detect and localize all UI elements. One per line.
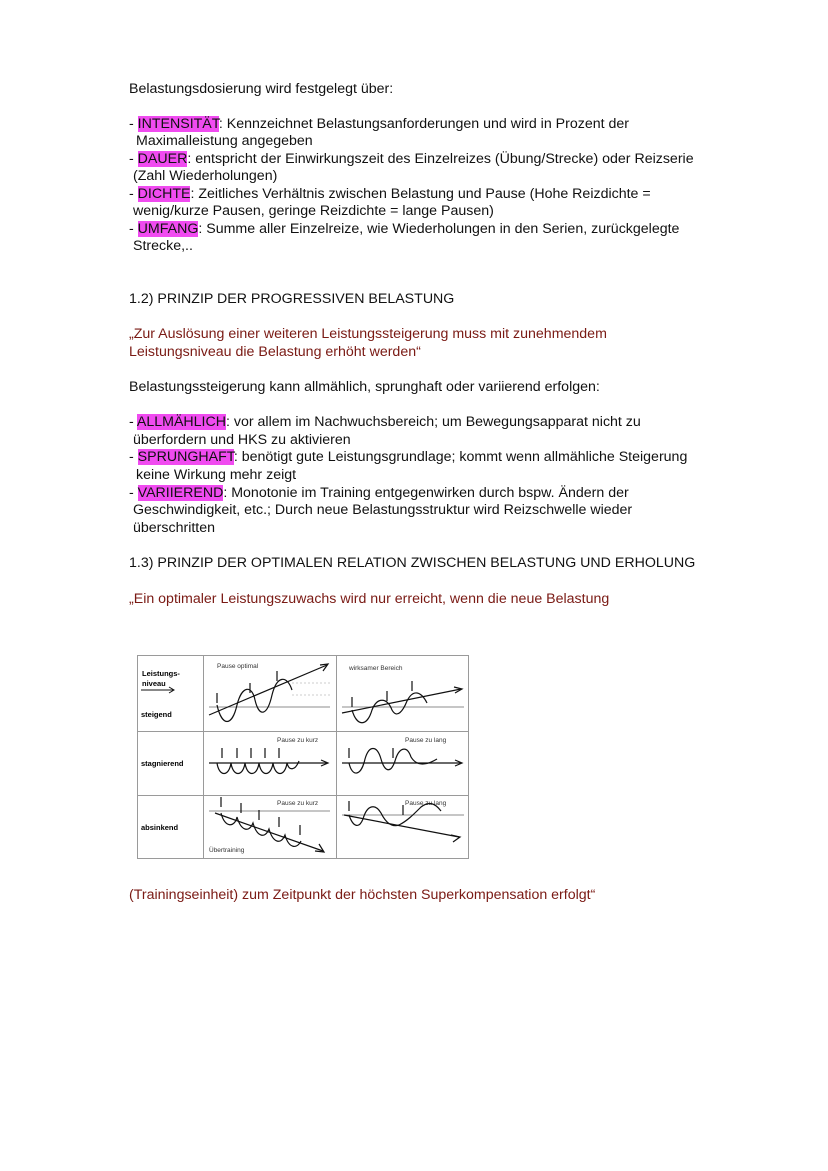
list-item-cont: keine Wirkung mehr zeigt xyxy=(136,467,297,483)
section-heading-1-3: 1.3) PRINZIP DER OPTIMALEN RELATION ZWISCHEN BELASTUNG UND ERHOLUNG xyxy=(129,555,696,571)
list-item-cont: (Zahl Wiederholungen) xyxy=(133,168,278,184)
list-item-cont: Strecke,.. xyxy=(133,238,193,254)
row-label-steigend: steigend xyxy=(141,710,172,719)
lead-text: Belastungssteigerung kann allmählich, sprunghaft oder variierend erfolgen: xyxy=(129,379,600,395)
highlight-term: DICHTE xyxy=(137,186,191,202)
cell-label: Pause zu lang xyxy=(405,737,447,744)
cell-label: Pause optimal xyxy=(217,663,259,670)
list-item-sprunghaft: - SPRUNGHAFT: benötigt gute Leistungsgrundlage; kommt wenn allmähliche Steigerung xyxy=(129,449,688,465)
highlight-term: INTENSITÄT xyxy=(137,116,219,132)
section-heading-1-2: 1.2) PRINZIP DER PROGRESSIVEN BELASTUNG xyxy=(129,291,455,307)
list-item-cont: Maximalleistung angegeben xyxy=(136,133,313,149)
list-item-dichte: - DICHTE: Zeitliches Verhältnis zwischen Belastung und Pause (Hohe Reizdichte = xyxy=(129,186,651,202)
axis-label: Leistungs- xyxy=(142,669,180,678)
list-item-cont: überfordern und HKS zu aktivieren xyxy=(133,432,351,448)
list-item-cont: Geschwindigkeit, etc.; Durch neue Belastungsstruktur wird Reizschwelle wieder xyxy=(133,502,633,518)
cell-label: Pause zu kurz xyxy=(277,800,319,807)
list-item-dauer: - DAUER: entspricht der Einwirkungszeit des Einzelreizes (Übung/Strecke) oder Reizserie xyxy=(129,151,694,167)
arrow-head xyxy=(315,844,324,852)
row-label-absinkend: absinkend xyxy=(141,823,179,832)
list-item-allmaehlich: - ALLMÄHLICH: vor allem im Nachwuchsbereich; um Bewegungsapparat nicht zu xyxy=(129,414,641,430)
highlight-term: UMFANG xyxy=(137,221,199,237)
cell-label: Übertraining xyxy=(209,847,245,854)
list-item-intensitaet: - INTENSITÄT: Kennzeichnet Belastungsanforderungen und wird in Prozent der xyxy=(129,116,630,132)
wave xyxy=(352,693,427,723)
quote-line: „Ein optimaler Leistungszuwachs wird nur erreicht, wenn die neue Belastung xyxy=(129,591,610,607)
intro-text: Belastungsdosierung wird festgelegt über: xyxy=(129,81,394,97)
trend-arrow xyxy=(344,815,459,837)
highlight-term: DAUER xyxy=(137,151,188,167)
cell-label: Pause zu lang xyxy=(405,800,447,807)
list-item-umfang: - UMFANG: Summe aller Einzelreize, wie Wiederholungen in den Serien, zurückgelegte xyxy=(129,221,680,237)
supercompensation-figure xyxy=(137,655,469,859)
highlight-term: ALLMÄHLICH xyxy=(136,414,226,430)
list-item-cont: wenig/kurze Pausen, geringe Reizdichte = lange Pausen) xyxy=(133,203,494,219)
axis-label: niveau xyxy=(142,679,166,688)
highlight-term: VARIIEREND xyxy=(137,485,224,501)
trend-arrow xyxy=(215,813,323,851)
figure-border xyxy=(138,656,469,859)
list-item-cont: überschritten xyxy=(133,520,216,536)
quote-line: „Zur Auslösung einer weiteren Leistungssteigerung muss mit zunehmendem xyxy=(129,326,607,342)
cell-label: wirksamer Bereich xyxy=(349,665,403,672)
quote-line: (Trainingseinheit) zum Zeitpunkt der höchsten Superkompensation erfolgt“ xyxy=(129,887,596,903)
row-label-stagnierend: stagnierend xyxy=(141,759,184,768)
cell-label: Pause zu kurz xyxy=(277,737,319,744)
highlight-term: SPRUNGHAFT xyxy=(137,449,234,465)
wave xyxy=(217,679,292,721)
list-item-variierend: - VARIIEREND: Monotonie im Training entgegenwirken durch bspw. Ändern der xyxy=(129,485,629,501)
quote-line: Leistungsniveau die Belastung erhöht werden“ xyxy=(129,344,421,360)
trend-arrow xyxy=(342,689,461,713)
